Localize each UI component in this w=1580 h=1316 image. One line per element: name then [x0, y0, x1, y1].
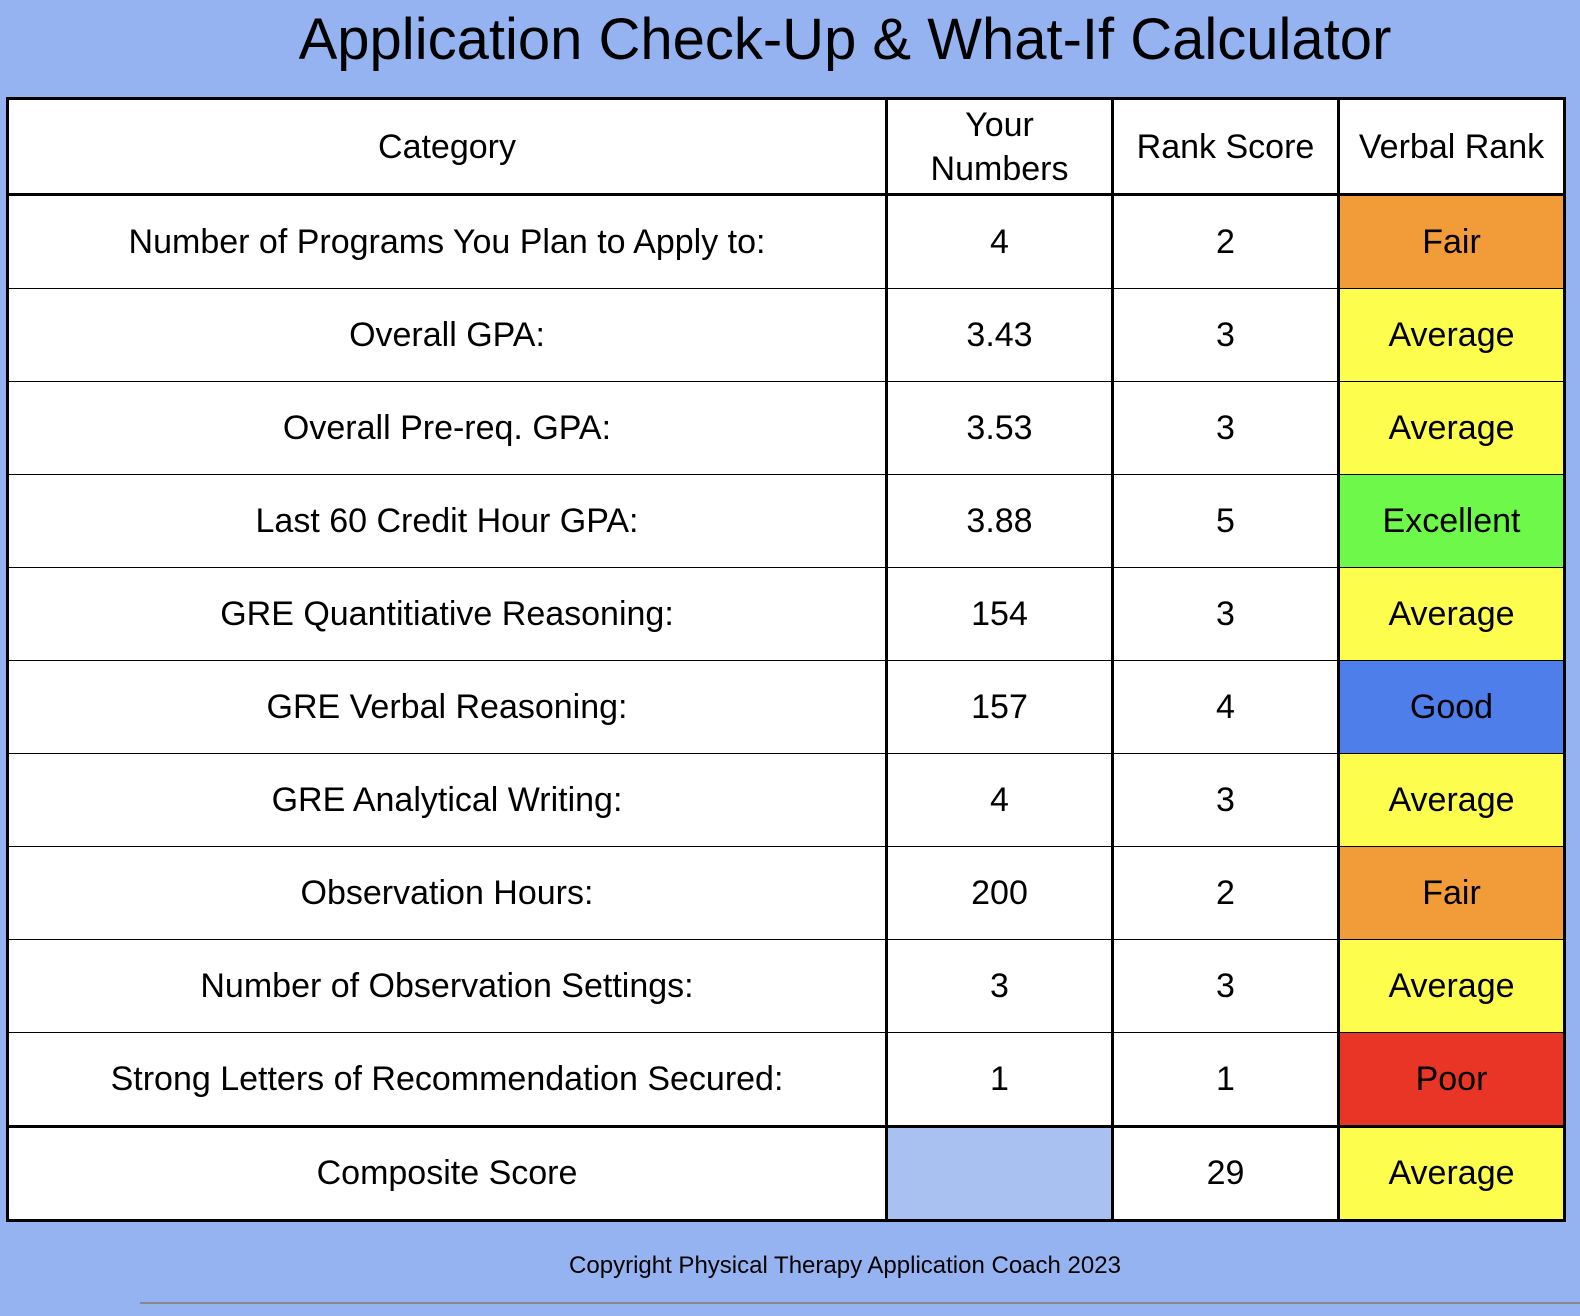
- verbal-rank-cell: Average: [1339, 754, 1565, 847]
- verbal-rank-cell: Average: [1339, 940, 1565, 1033]
- column-header-your-numbers: [887, 99, 1113, 195]
- rank-score-cell: 3: [1113, 382, 1339, 475]
- your-numbers-cell[interactable]: 3.53: [887, 382, 1113, 475]
- table-header-row: [8, 99, 1565, 195]
- table-row: [8, 568, 1565, 661]
- rank-score-cell: 3: [1113, 568, 1339, 661]
- rank-score-cell: 1: [1113, 1033, 1339, 1127]
- table-row: [8, 940, 1565, 1033]
- bottom-divider: [140, 1302, 1580, 1304]
- your-numbers-cell[interactable]: 200: [887, 847, 1113, 940]
- verbal-rank-cell: Good: [1339, 661, 1565, 754]
- verbal-rank-cell: Average: [1339, 382, 1565, 475]
- column-header-your-numbers-line2: Numbers: [930, 149, 1069, 188]
- category-cell: GRE Quantitiative Reasoning:: [8, 568, 887, 661]
- rank-score-cell: 3: [1113, 289, 1339, 382]
- verbal-rank-cell: Average: [1339, 568, 1565, 661]
- column-header-rank-score: Rank Score: [1113, 99, 1339, 195]
- your-numbers-cell[interactable]: 1: [887, 1033, 1113, 1127]
- your-numbers-cell[interactable]: 4: [887, 754, 1113, 847]
- rank-score-cell: 2: [1113, 195, 1339, 289]
- category-cell: Observation Hours:: [8, 847, 887, 940]
- composite-rank-score: 29: [1113, 1127, 1339, 1221]
- column-header-category: Category: [8, 99, 887, 195]
- your-numbers-cell[interactable]: 154: [887, 568, 1113, 661]
- category-cell: Strong Letters of Recommendation Secured:: [8, 1033, 887, 1127]
- category-cell: Number of Observation Settings:: [8, 940, 887, 1033]
- your-numbers-cell[interactable]: 157: [887, 661, 1113, 754]
- composite-label: Composite Score: [8, 1127, 887, 1221]
- table-row: [8, 847, 1565, 940]
- table-row: [8, 475, 1565, 568]
- category-cell: GRE Analytical Writing:: [8, 754, 887, 847]
- table-row: [8, 289, 1565, 382]
- category-cell: Number of Programs You Plan to Apply to:: [8, 195, 887, 289]
- verbal-rank-cell: Poor: [1339, 1033, 1565, 1127]
- verbal-rank-cell: Fair: [1339, 847, 1565, 940]
- table-row: [8, 1033, 1565, 1127]
- composite-your-numbers-cell: [887, 1127, 1113, 1221]
- table-row: [8, 195, 1565, 289]
- column-header-verbal-rank: Verbal Rank: [1339, 99, 1565, 195]
- your-numbers-cell[interactable]: 3.88: [887, 475, 1113, 568]
- table-row: [8, 754, 1565, 847]
- page-title: Application Check-Up & What-If Calculator: [298, 7, 1392, 72]
- your-numbers-cell[interactable]: 3.43: [887, 289, 1113, 382]
- rank-score-cell: 2: [1113, 847, 1339, 940]
- table-row: [8, 382, 1565, 475]
- table-row: [8, 661, 1565, 754]
- your-numbers-cell[interactable]: 4: [887, 195, 1113, 289]
- rank-score-cell: 5: [1113, 475, 1339, 568]
- calculator-table: [6, 97, 1566, 1222]
- rank-score-cell: 4: [1113, 661, 1339, 754]
- verbal-rank-cell: Excellent: [1339, 475, 1565, 568]
- composite-verbal-rank: Average: [1339, 1127, 1565, 1221]
- your-numbers-cell[interactable]: 3: [887, 940, 1113, 1033]
- composite-row: [8, 1127, 1565, 1221]
- rank-score-cell: 3: [1113, 940, 1339, 1033]
- category-cell: Overall Pre-req. GPA:: [8, 382, 887, 475]
- category-cell: Overall GPA:: [8, 289, 887, 382]
- category-cell: Last 60 Credit Hour GPA:: [8, 475, 887, 568]
- copyright-footer: Copyright Physical Therapy Application Coach 2023: [569, 1252, 1121, 1279]
- verbal-rank-cell: Average: [1339, 289, 1565, 382]
- verbal-rank-cell: Fair: [1339, 195, 1565, 289]
- category-cell: GRE Verbal Reasoning:: [8, 661, 887, 754]
- rank-score-cell: 3: [1113, 754, 1339, 847]
- column-header-your-numbers-line1: Your: [965, 105, 1034, 144]
